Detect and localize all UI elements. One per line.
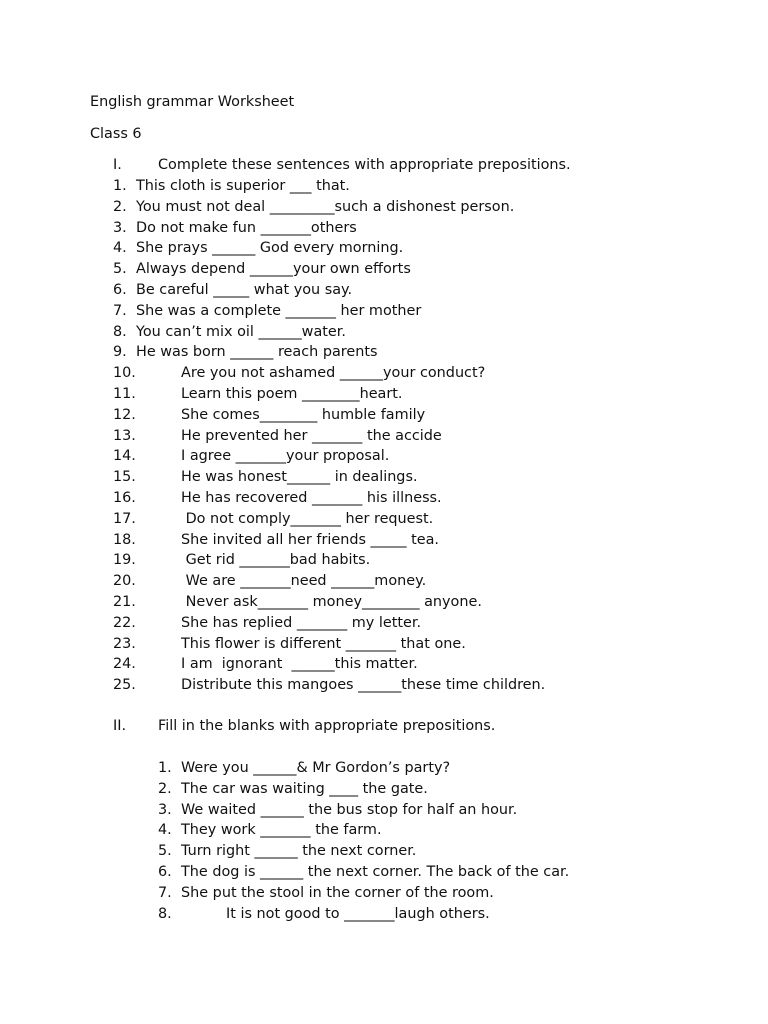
question-number: 10. xyxy=(113,365,136,382)
question-number: 23. xyxy=(113,635,136,652)
question-number: 8. xyxy=(158,905,172,922)
question-text: He was honest______ in dealings. xyxy=(181,469,418,486)
question-number: 14. xyxy=(113,448,136,465)
question-number: 18. xyxy=(113,531,136,548)
question-number: 25. xyxy=(113,677,136,694)
question-number: 22. xyxy=(113,614,136,631)
question-text: Turn right ______ the next corner. xyxy=(181,843,417,860)
question-text: This flower is different _______ that one. xyxy=(181,635,466,652)
question-number: 8. xyxy=(113,323,127,340)
question-number: 6. xyxy=(158,864,172,880)
question-text: He prevented her _______ the accide xyxy=(181,427,442,444)
question-text: The car was waiting ____ the gate. xyxy=(181,780,428,797)
question-text: Do not make fun _______others xyxy=(136,219,357,236)
question-number: 1. xyxy=(158,760,172,776)
question-number: 17. xyxy=(113,510,136,527)
question-text: She prays ______ God every morning. xyxy=(136,240,404,257)
question-text: She comes________ humble family xyxy=(181,406,426,423)
question-text: She put the stool in the corner of the room. xyxy=(181,884,494,901)
question-text: We are _______need ______money. xyxy=(181,573,427,590)
question-number: 20. xyxy=(113,573,136,590)
worksheet-title: English grammar Worksheet xyxy=(90,94,295,110)
section-2-heading: Fill in the blanks with appropriate prepositions. xyxy=(158,718,496,734)
section-1-numeral: I. xyxy=(113,157,122,173)
question-number: 7. xyxy=(158,884,172,901)
question-text: Were you ______& Mr Gordon’s party? xyxy=(181,760,451,776)
section-1-heading: Complete these sentences with appropriate prepositions. xyxy=(158,157,571,173)
question-text: Distribute this mangoes ______these time children. xyxy=(181,677,546,694)
question-text: This cloth is superior ___ that. xyxy=(136,178,350,194)
question-text: I am ignorant ______this matter. xyxy=(181,656,418,673)
question-text: He was born ______ reach parents xyxy=(136,344,378,361)
question-text: You can’t mix oil ______water. xyxy=(136,323,346,340)
question-number: 9. xyxy=(113,344,127,361)
question-text: Are you not ashamed ______your conduct? xyxy=(181,365,486,382)
question-number: 24. xyxy=(113,656,136,673)
question-text: He has recovered _______ his illness. xyxy=(181,490,442,506)
question-number: 5. xyxy=(113,261,127,278)
question-text: The dog is ______ the next corner. The back of the car. xyxy=(181,864,570,880)
question-number: 3. xyxy=(113,219,127,236)
question-number: 12. xyxy=(113,406,136,423)
question-number: 15. xyxy=(113,469,136,486)
question-number: 11. xyxy=(113,386,136,402)
section-2-numeral: II. xyxy=(113,718,127,734)
question-text: You must not deal _________such a dishonest person. xyxy=(136,198,515,215)
question-text: Do not comply_______ her request. xyxy=(181,510,434,527)
question-text: Never ask_______ money________ anyone. xyxy=(181,594,482,610)
question-number: 7. xyxy=(113,302,127,319)
question-number: 5. xyxy=(158,843,172,860)
question-text: We waited ______ the bus stop for half an hour. xyxy=(181,801,518,818)
question-text: Learn this poem ________heart. xyxy=(181,386,403,402)
question-text: Get rid _______bad habits. xyxy=(181,552,371,569)
question-number: 2. xyxy=(113,198,127,215)
question-text: Always depend ______your own efforts xyxy=(136,261,411,278)
question-number: 13. xyxy=(113,427,136,444)
question-text: They work _______ the farm. xyxy=(181,822,382,839)
question-number: 6. xyxy=(113,282,127,298)
question-text: Be careful _____ what you say. xyxy=(136,282,353,298)
question-number: 4. xyxy=(158,822,172,839)
class-label: Class 6 xyxy=(90,126,142,142)
question-number: 21. xyxy=(113,594,136,610)
question-text: She invited all her friends _____ tea. xyxy=(181,531,439,548)
question-number: 2. xyxy=(158,780,172,797)
question-number: 3. xyxy=(158,801,172,818)
question-text: It is not good to _______laugh others. xyxy=(226,905,490,922)
question-text: I agree _______your proposal. xyxy=(181,448,390,465)
question-number: 4. xyxy=(113,240,127,257)
question-text: She was a complete _______ her mother xyxy=(136,302,422,319)
question-number: 1. xyxy=(113,178,127,194)
question-number: 16. xyxy=(113,490,136,506)
question-number: 19. xyxy=(113,552,136,569)
question-text: She has replied _______ my letter. xyxy=(181,614,422,631)
